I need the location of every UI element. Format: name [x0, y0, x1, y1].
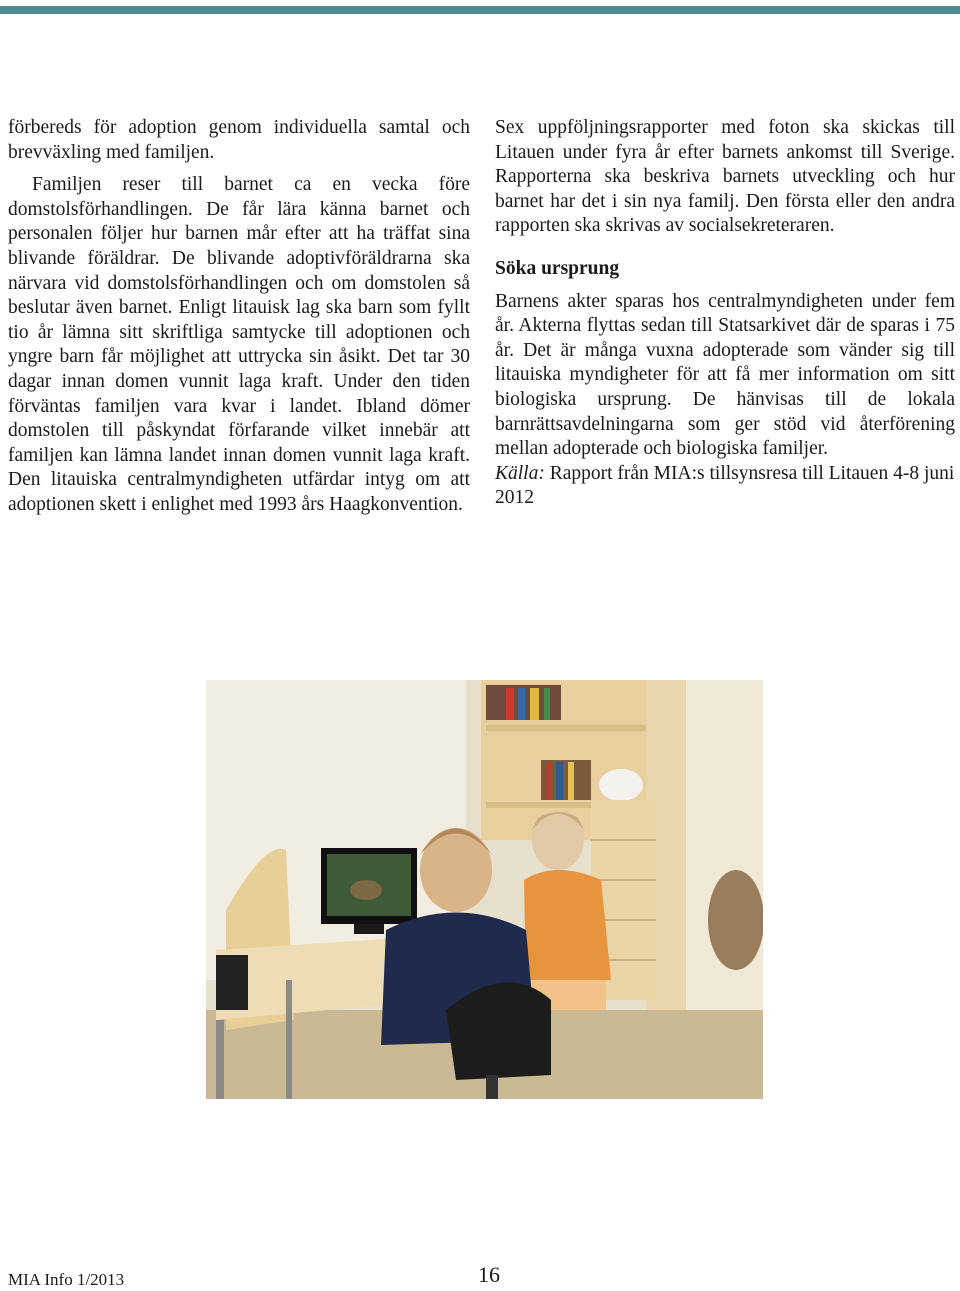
left-column — [8, 116, 470, 518]
paragraph: Barnens akter sparas hos centralmyndigheten under fem år. Akterna flyttas sedan till Statsarkivet där de sparas i 75 år. Det är många vuxna adopterade som vänder sig till litauiska myndigheter för att få mer information om sitt biologiska ursprung. De hänvisas till de lokala barnrättsavdelningarna som ger stöd vid återförening mellan adopterade och biologiska familjer. — [495, 290, 955, 460]
source-text: Rapport från MIA:s tillsynsresa till Litauen 4-8 juni 2012 — [495, 462, 955, 509]
paragraph: Sex uppföljningsrapporter med foton ska skickas till Litauen under fyra år efter barnets ankomst till Sverige. Rapporterna ska beskriva barnets utveckling och hur barnet har det i sin nya familj. Den första eller den andra rapporten ska skrivas av socialsekreteraren. — [495, 117, 955, 237]
publication-footer: MIA Info 1/2013 — [8, 1270, 125, 1289]
header-rule — [0, 6, 960, 14]
section-heading: Söka ursprung — [495, 257, 620, 279]
page-number: 16 — [478, 1262, 500, 1287]
photo-children-at-computer — [206, 680, 763, 1099]
source-citation — [495, 462, 955, 511]
paragraph: förbereds för adoption genom individuella samtal och brevväxling med familjen. — [8, 117, 470, 163]
source-label: Källa: — [495, 462, 545, 484]
right-column — [495, 116, 955, 511]
paragraph: Familjen reser till barnet ca en vecka före domstolsförhandlingen. De får lära känna barnet och personalen följer hur barnen mår efter att ha träffat sina blivande föräldrar. De blivande adoptivföräldrarna ska närvara vid domstolsförhandlingen och om domstolen så beslutar även barnet. Enligt litauisk lag ska barn som fyllt tio år lämna sitt skriftliga samtycke till adoptionen och yngre barn får möjlighet att uttrycka sin åsikt. Det tar 30 dagar innan domen vunnit laga kraft. Under den tiden förväntas familjen vara kvar i landet. Ibland dömer domstolen till påskyndat förfarande vilket innebär att familjen kan lämna landet innan domen vunnit laga kraft. Den litauiska centralmyndigheten utfärdar intyg om att adoptionen skett i enlighet med 1993 års Haagkonvention. — [8, 174, 470, 515]
